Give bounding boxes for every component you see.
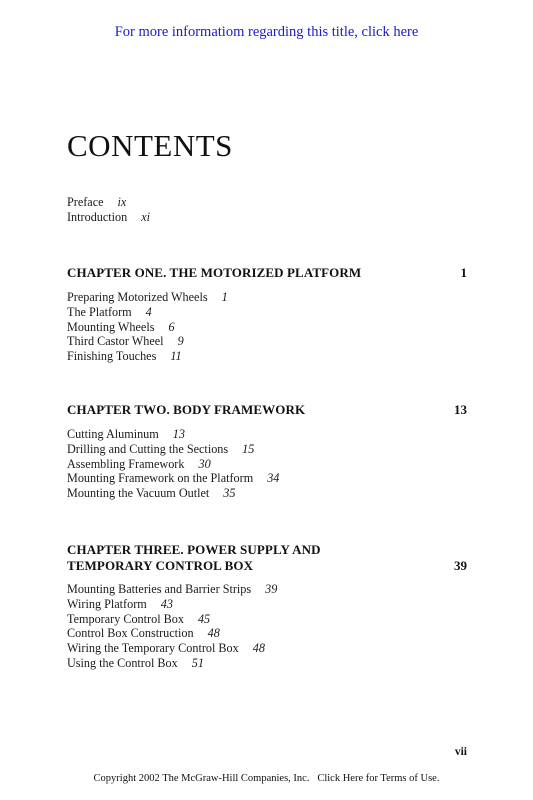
toc-entry[interactable] <box>67 305 152 320</box>
chapter-heading-line: CHAPTER THREE. POWER SUPPLY AND <box>67 542 321 557</box>
toc-entry[interactable] <box>67 349 182 364</box>
toc-entry-page: 13 <box>172 427 185 441</box>
toc-entry-page: 6 <box>168 320 175 334</box>
toc-entry-label: Wiring the Temporary Control Box <box>67 641 239 655</box>
toc-entry-page: 4 <box>145 305 152 319</box>
toc-entry-label: Control Box Construction <box>67 626 194 640</box>
toc-entry-label: Assembling Framework <box>67 457 185 471</box>
toc-entry-page: 48 <box>207 626 220 640</box>
toc-entry-label: Mounting Framework on the Platform <box>67 471 254 485</box>
toc-entry[interactable] <box>67 597 173 612</box>
chapter-page-three: 39 <box>454 558 467 573</box>
toc-entry[interactable] <box>67 471 279 486</box>
toc-entry-label: Finishing Touches <box>67 349 157 363</box>
toc-entry-page: xi <box>141 210 151 224</box>
more-info-link[interactable]: For more informatiom regarding this title, click here <box>114 24 419 40</box>
toc-entry-label: Drilling and Cutting the Sections <box>67 442 229 456</box>
chapter-heading-two[interactable]: CHAPTER TWO. BODY FRAMEWORK <box>67 402 306 417</box>
toc-entry-page: 45 <box>197 612 211 626</box>
toc-entry[interactable] <box>67 442 254 457</box>
toc-entry[interactable] <box>67 641 265 656</box>
toc-entry-label: Wiring Platform <box>67 597 147 611</box>
toc-entry-label: The Platform <box>67 305 132 319</box>
toc-entry-label: Mounting Wheels <box>67 320 155 334</box>
toc-entry-page: 30 <box>198 457 211 471</box>
toc-entry[interactable] <box>67 457 211 472</box>
chapter-heading-three[interactable] <box>67 542 321 574</box>
toc-entry-page: 9 <box>177 334 184 348</box>
toc-entry[interactable] <box>67 612 210 627</box>
chapter-page-one: 1 <box>460 265 467 280</box>
toc-entry[interactable] <box>67 320 175 335</box>
toc-entry-label: Mounting the Vacuum Outlet <box>67 486 210 500</box>
toc-entry-label: Temporary Control Box <box>67 612 184 626</box>
toc-entry-page: 15 <box>242 442 255 456</box>
toc-entry[interactable] <box>67 626 220 641</box>
toc-entry-introduction[interactable] <box>67 210 150 225</box>
toc-entry-label: Preparing Motorized Wheels <box>67 290 208 304</box>
toc-entry[interactable] <box>67 656 204 671</box>
toc-entry[interactable] <box>67 582 277 597</box>
toc-entry-label: Cutting Aluminum <box>67 427 159 441</box>
page-title: CONTENTS <box>67 128 233 163</box>
chapter-heading-one[interactable]: CHAPTER ONE. THE MOTORIZED PLATFORM <box>67 265 362 280</box>
toc-entry-label: Mounting Batteries and Barrier Strips <box>67 582 252 596</box>
toc-entry-page: 48 <box>252 641 265 655</box>
terms-of-use-link[interactable]: Click Here for Terms of Use. <box>317 773 440 784</box>
toc-entry[interactable] <box>67 427 185 442</box>
toc-entry-page: 43 <box>160 597 173 611</box>
chapter-page-two: 13 <box>454 402 467 417</box>
toc-entry-label: Using the Control Box <box>67 656 178 670</box>
toc-entry-label: Introduction <box>67 210 128 224</box>
toc-entry[interactable] <box>67 334 184 349</box>
toc-entry-label: Third Castor Wheel <box>67 334 164 348</box>
copyright-text: Copyright 2002 The McGraw-Hill Companies, Inc. <box>93 773 310 784</box>
footer <box>0 773 533 784</box>
toc-entry-page: 39 <box>265 582 278 596</box>
toc-entry[interactable] <box>67 290 228 305</box>
toc-entry-preface[interactable] <box>67 195 126 210</box>
toc-entry-page: 11 <box>170 349 182 363</box>
toc-entry-page: ix <box>117 195 127 209</box>
toc-entry-page: 1 <box>221 290 228 304</box>
toc-entry-label: Preface <box>67 195 104 209</box>
toc-entry[interactable] <box>67 486 235 501</box>
toc-entry-page: 34 <box>267 471 280 485</box>
chapter-heading-line: TEMPORARY CONTROL BOX <box>67 558 254 573</box>
toc-entry-page: 51 <box>191 656 204 670</box>
page-number: vii <box>454 746 467 758</box>
toc-entry-page: 35 <box>223 486 236 500</box>
